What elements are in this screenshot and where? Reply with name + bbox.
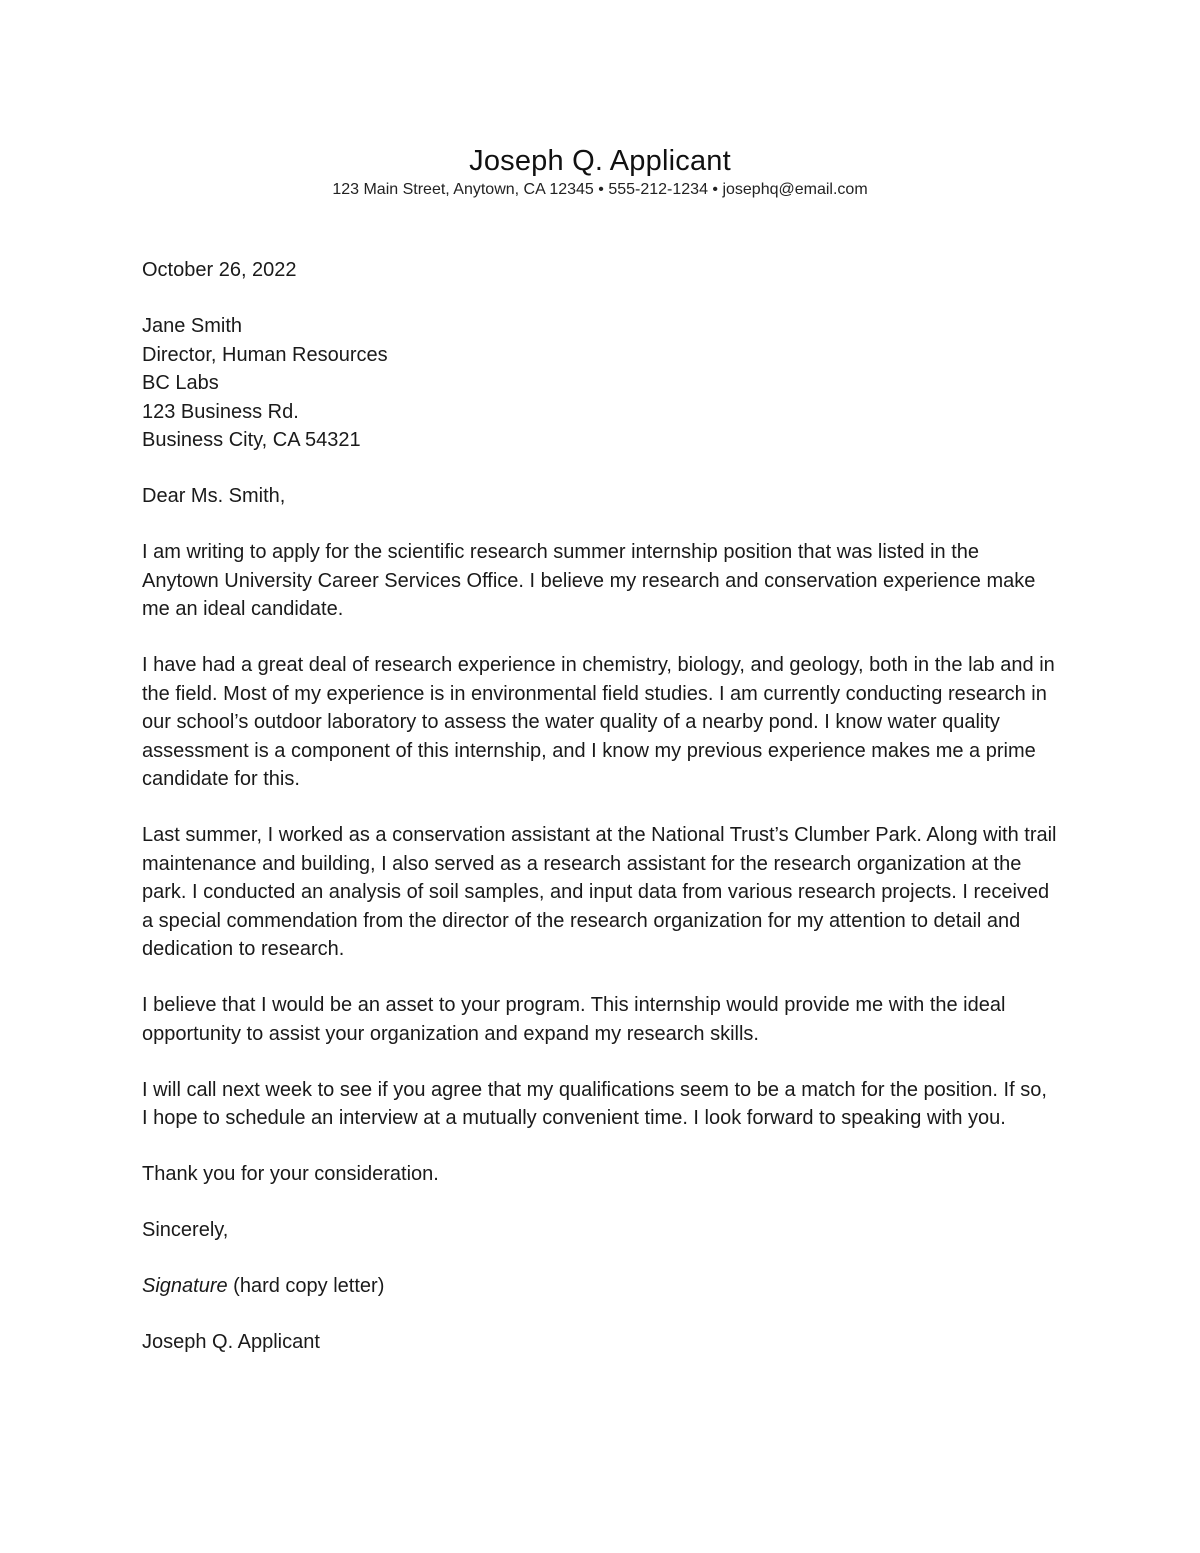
- paragraph-last-summer: Last summer, I worked as a conservation assistant at the National Trust’s Clumber Park. Along with trail maintenance and building, I also served as a research assistant for the research organization at the park. I conducted an analysis of soil samples, and input data from various research projects. I received a special commendation from the director of the research organization for my attention to detail and dedication to research.: [142, 824, 1057, 960]
- letterhead: [0, 143, 1200, 201]
- recipient-street: 123 Business Rd.: [142, 400, 299, 423]
- paragraph-experience: I have had a great deal of research experience in chemistry, biology, and geology, both in the lab and in the field. Most of my experience is in environmental field studies. I am currently conducting research in our school’s outdoor laboratory to assess the water quality of a nearby pond. I know water quality assessment is a component of this internship, and I know my previous experience makes me a prime candidate for this.: [142, 654, 1055, 790]
- recipient-city: Business City, CA 54321: [142, 429, 361, 451]
- contact-info: 123 Main Street, Anytown, CA 12345 • 555-212-1234 • josephq@email.com: [332, 181, 868, 198]
- applicant-name: Joseph Q. Applicant: [469, 145, 731, 177]
- paragraph-thanks: Thank you for your consideration.: [142, 1163, 439, 1185]
- paragraph-follow-up: I will call next week to see if you agree that my qualifications seem to be a match for the position. If so, I hope to schedule an interview at a mutually convenient time. I look forward to speaking with you.: [142, 1078, 1047, 1129]
- recipient-title: Director, Human Resources: [142, 343, 388, 366]
- recipient-name: Jane Smith: [142, 315, 243, 337]
- signature-note: (hard copy letter): [227, 1275, 385, 1297]
- paragraph-intro: I am writing to apply for the scientific research summer internship position that was listed in the Anytown University Career Services Office. I believe my research and conservation experience make me an ideal candidate.: [142, 541, 1036, 620]
- recipient-address: [142, 312, 1057, 455]
- closing: Sincerely,: [142, 1219, 229, 1241]
- signature-label: Signature: [142, 1275, 228, 1297]
- paragraph-asset: I believe that I would be an asset to your program. This internship would provide me with the ideal opportunity to assist your organization and expand my research skills.: [142, 994, 1006, 1045]
- signer-name: Joseph Q. Applicant: [142, 1331, 320, 1353]
- letter-date: October 26, 2022: [142, 259, 297, 281]
- signature-line: [142, 1272, 1057, 1301]
- salutation: Dear Ms. Smith,: [142, 485, 286, 507]
- letter-body: [142, 256, 1057, 1384]
- recipient-company: BC Labs: [142, 372, 219, 394]
